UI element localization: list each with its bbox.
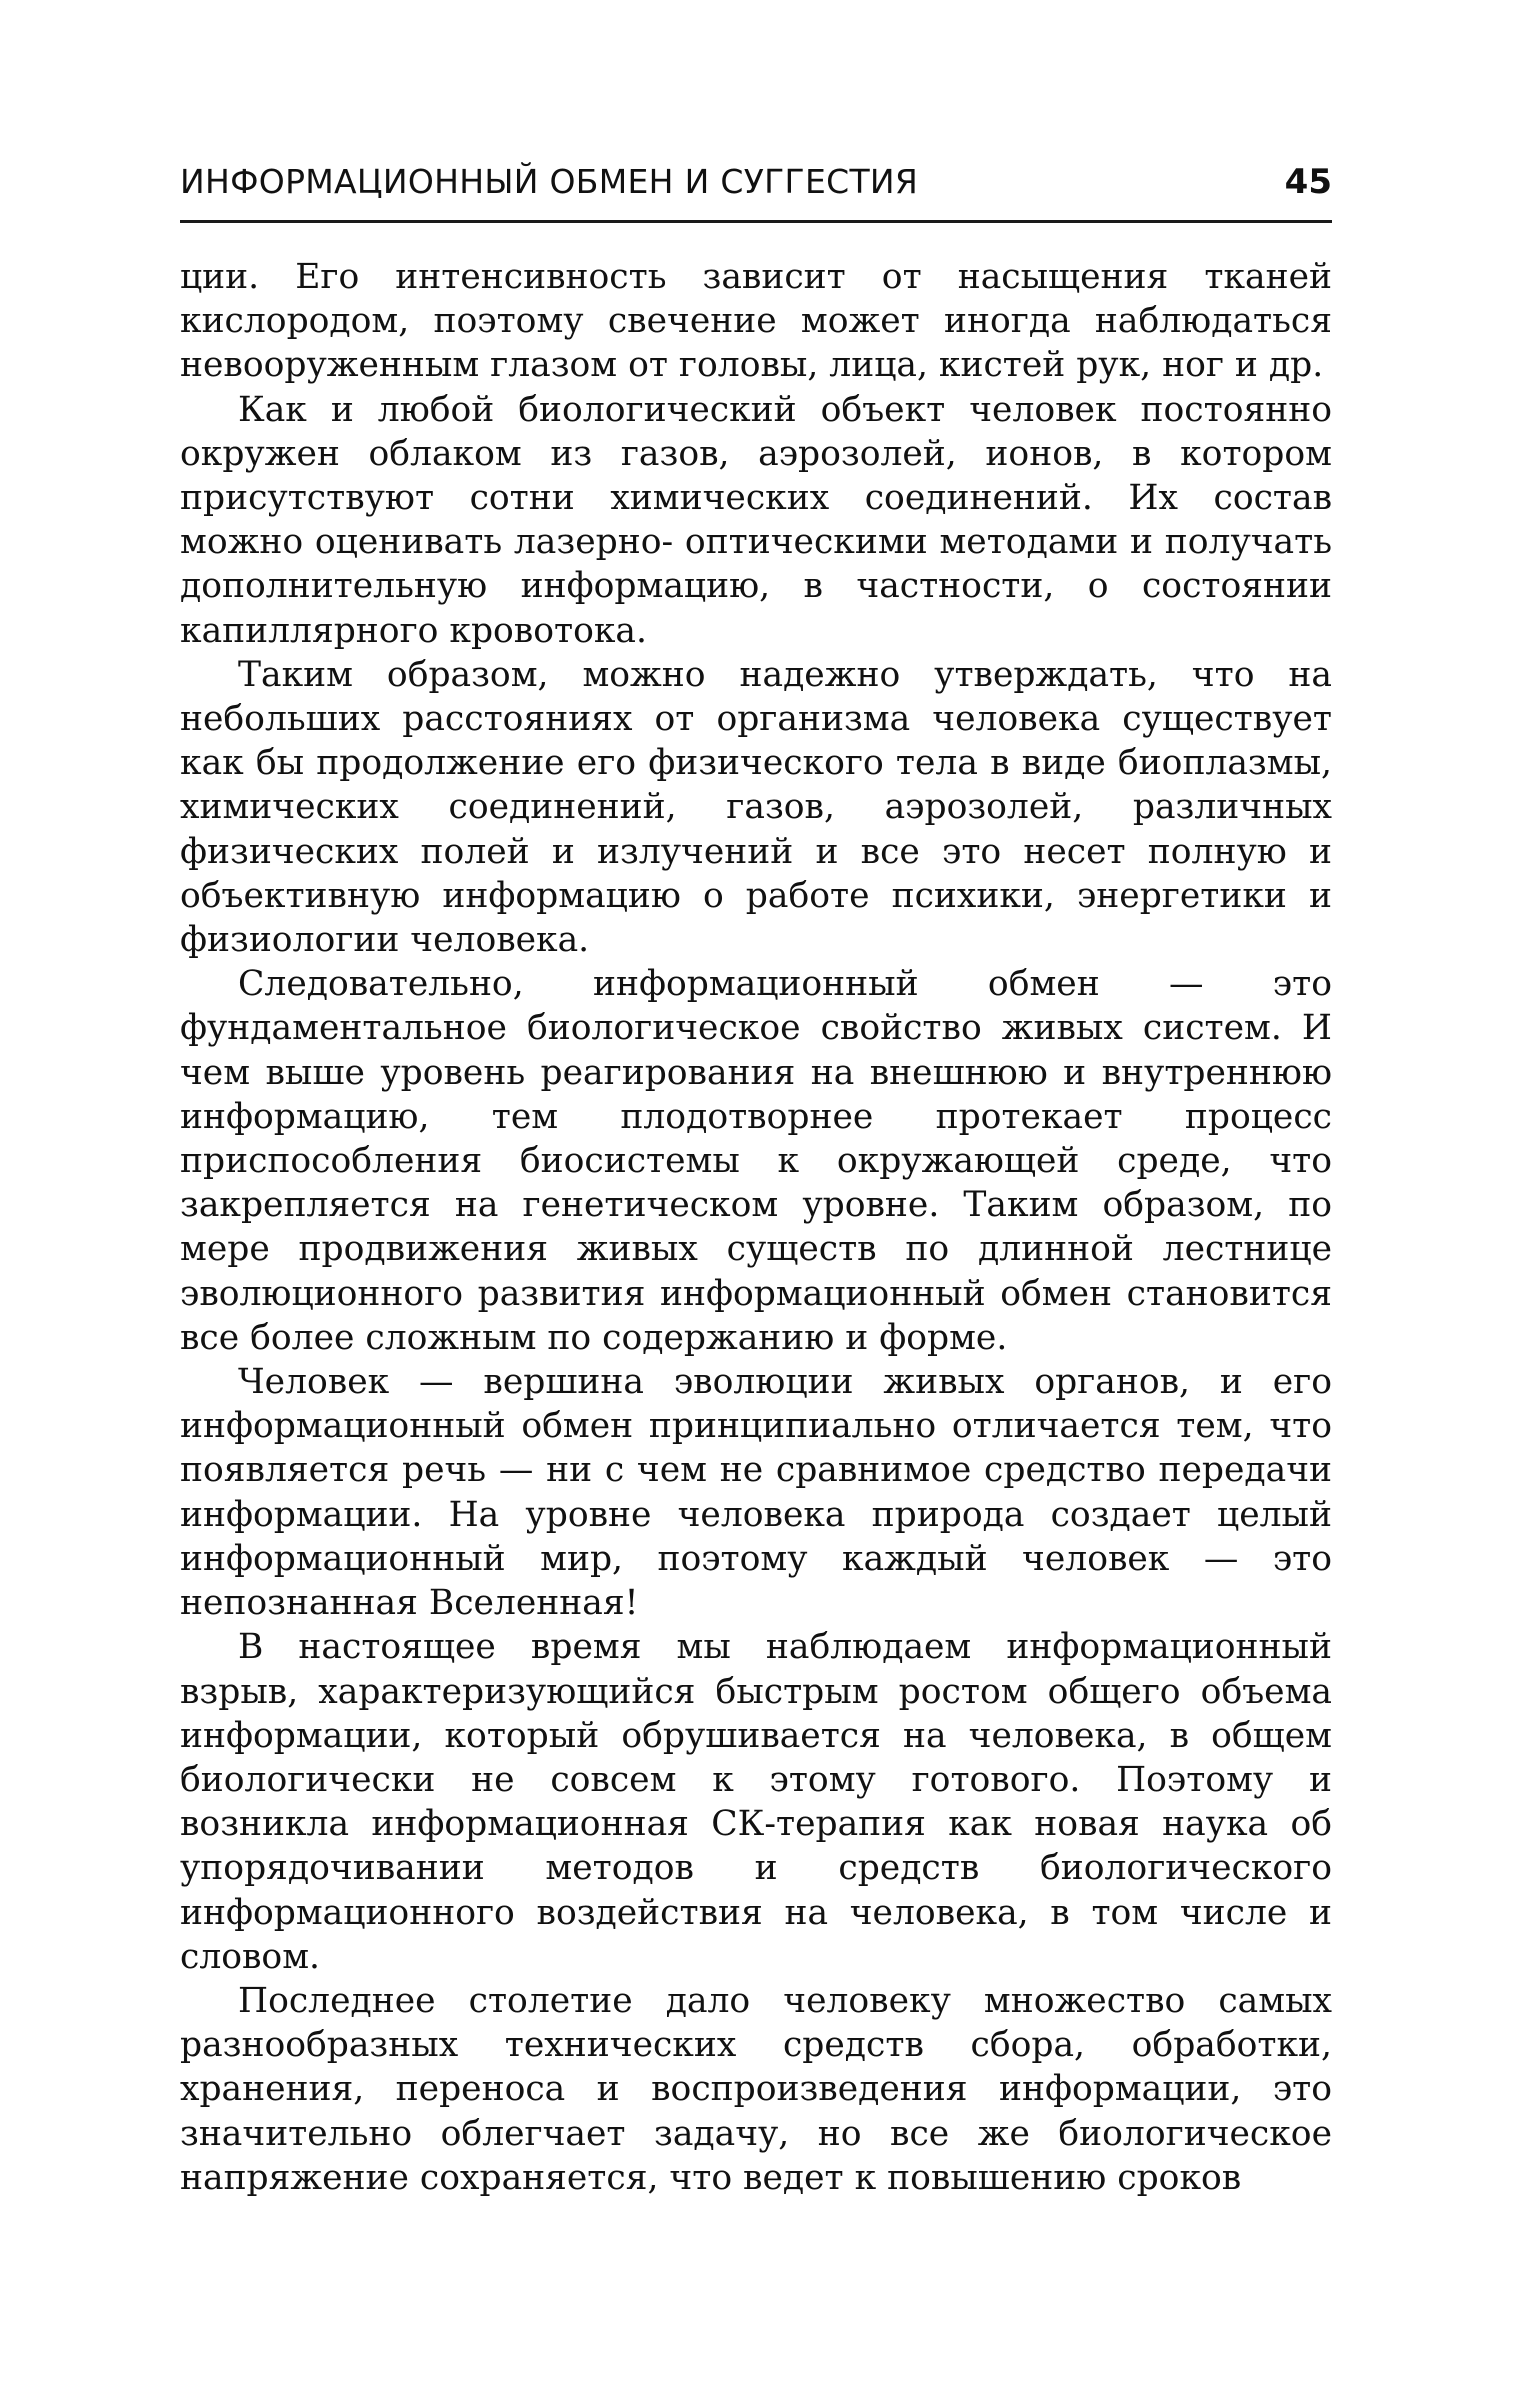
- paragraph: Человек — вершина эволюции живых органов, и его информационный обмен принципиально отличается тем, что появляется речь — ни с чем не сравнимое средство передачи информации. На уровне человека природа создает целый информационный мир, поэтому каждый человек — это непознанная Вселенная!: [180, 1362, 1332, 1624]
- paragraph: В настоящее время мы наблюдаем информационный взрыв, характеризующийся быстрым ростом общего объема информации, который обрушивается на человека, в общем биологически не совсем к этому готового. Поэтому и возникла информационная СК-терапия как новая наука об упорядочивании методов и средств биологического информационного воздействия на человека, в том числе и словом.: [180, 1627, 1332, 1977]
- paragraph: ции. Его интенсивность зависит от насыщения тканей кислородом, поэтому свечение может иногда наблюдаться невооруженным глазом от головы, лица, кистей рук, ног и др.: [180, 257, 1332, 386]
- page-number: 45: [1284, 162, 1332, 202]
- paragraph: Как и любой биологический объект человек постоянно окружен облаком из газов, аэрозолей, ионов, в котором присутствуют сотни химических соединений. Их состав можно оценивать лазерно- оптическими методами и получать дополнительную информацию, в частности, о состоянии капиллярного кровотока.: [180, 389, 1332, 651]
- running-header: [180, 160, 1332, 223]
- paragraph: Следовательно, информационный обмен — это фундаментальное биологическое свойство живых систем. И чем выше уровень реагирования на внешнюю и внутреннюю информацию, тем плодотворнее протекает процесс приспособления биосистемы к окружающей среде, что закрепляется на генетическом уровне. Таким образом, по мере продвижения живых существ по длинной лестнице эволюционного развития информационный обмен становится все более сложным по содержанию и форме.: [180, 964, 1332, 1358]
- paragraph: Таким образом, можно надежно утверждать, что на небольших расстояниях от организма человека существует как бы продолжение его физического тела в виде биоплазмы, химических соединений, газов, аэрозолей, различных физических полей и излучений и все это несет полную и объективную информацию о работе психики, энергетики и физиологии человека.: [180, 654, 1332, 961]
- body-text: [180, 255, 1332, 2200]
- running-title: ИНФОРМАЦИОННЫЙ ОБМЕН И СУГГЕСТИЯ: [180, 162, 919, 201]
- paragraph: Последнее столетие дало человеку множество самых разнообразных технических средств сбора, обработки, хранения, переноса и воспроизведения информации, это значительно облегчает задачу, но все же биологическое напряжение сохраняется, что ведет к повышению сроков: [180, 1980, 1332, 2198]
